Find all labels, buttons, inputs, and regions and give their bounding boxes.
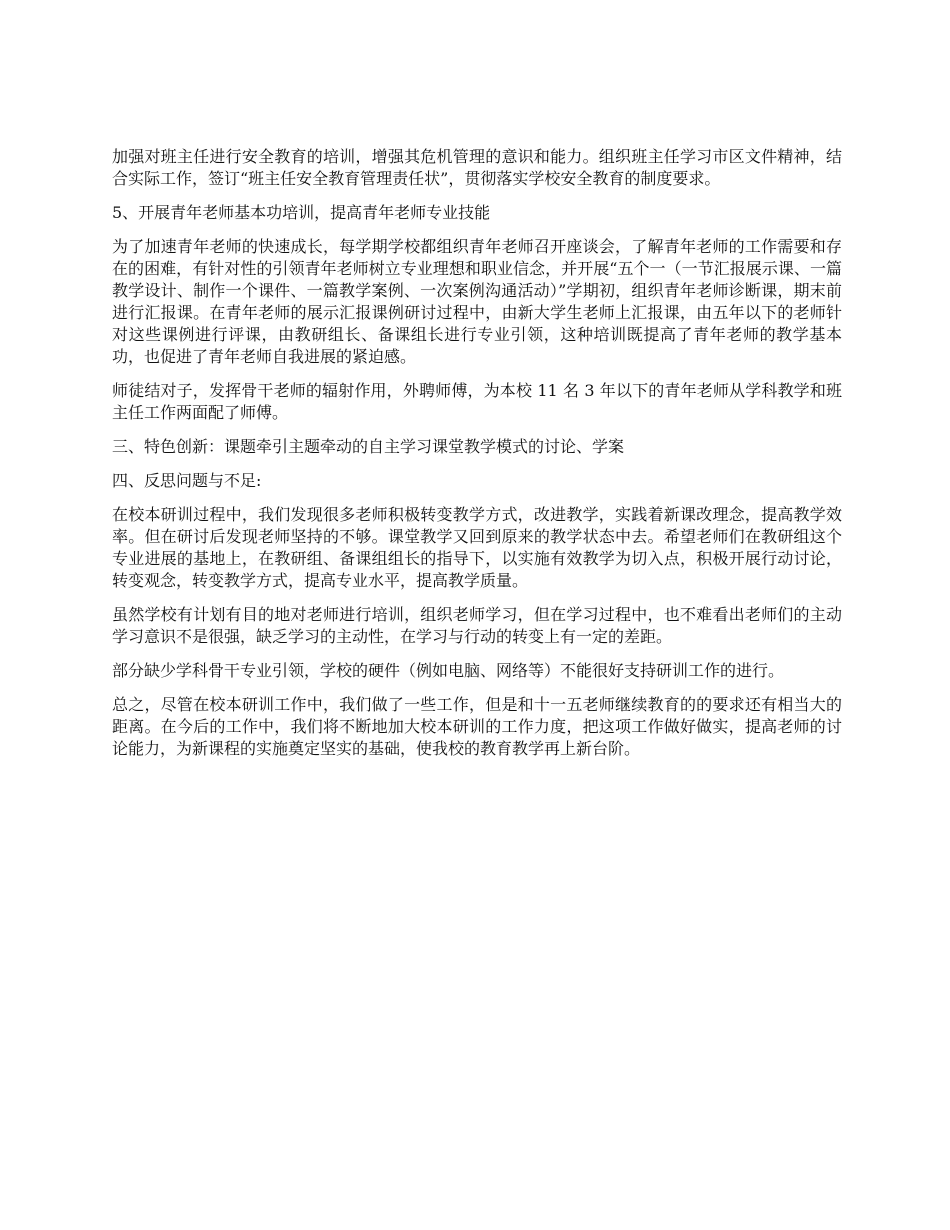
heading-innovation: 三、特色创新：课题牵引主题牵动的自主学习课堂教学模式的讨论、学案 — [112, 437, 625, 456]
paragraph-mentorship: 师徒结对子，发挥骨干老师的辐射作用，外聘师傅，为本校 11 名 3 年以下的青年老师从学科教学和班主任工作两面配了师傅。 — [112, 381, 842, 422]
heading-reflection: 四、反思问题与不足: — [112, 471, 262, 490]
heading-young-teacher-training: 5、开展青年老师基本功培训，提高青年老师专业技能 — [112, 203, 491, 222]
paragraph-reflection-learning: 虽然学校有计划有目的地对老师进行培训，组织老师学习，但在学习过程中，也不难看出老师们的主动学习意识不是很强，缺乏学习的主动性，在学习与行动的转变上有一定的差距。 — [112, 605, 842, 646]
paragraph-conclusion: 总之，尽管在校本研训工作中，我们做了一些工作，但是和十一五老师继续教育的的要求还有相当大的距离。在今后的工作中，我们将不断地加大校本研训的工作力度，把这项工作做好做实，提高老师的讨论能力，为新课程的实施奠定坚实的基础，使我校的教育教学再上新台阶。 — [112, 695, 842, 758]
paragraph-young-teacher-growth: 为了加速青年老师的快速成长，每学期学校都组织青年老师召开座谈会，了解青年老师的工作需要和存在的困难，有针对性的引领青年老师树立专业理想和职业信念，并开展“五个一（一节汇报展示课、一篇教学设计、制作一个课件、一篇教学案例、一次案例沟通活动）”学期初，组织青年老师诊断课，期末前进行汇报课。在青年老师的展示汇报课例研讨过程中，由新大学生老师上汇报课，由五年以下的老师针对这些课例进行评课，由教研组长、备课组长进行专业引领，这种培训既提高了青年老师的教学基本功，也促进了青年老师自我进展的紧迫感。 — [112, 237, 842, 366]
paragraph-safety-training: 加强对班主任进行安全教育的培训，增强其危机管理的意识和能力。组织班主任学习市区文件精神，结合实际工作，签订“班主任安全教育管理责任状”，贯彻落实学校安全教育的制度要求。 — [112, 147, 842, 188]
document-page — [112, 146, 842, 772]
paragraph-reflection-hardware: 部分缺少学科骨干专业引领，学校的硬件（例如电脑、网络等）不能很好支持研训工作的进行。 — [112, 661, 785, 680]
paragraph-reflection-teaching: 在校本研训过程中，我们发现很多老师积极转变教学方式，改进教学，实践着新课改理念，提高教学效率。但在研讨后发现老师坚持的不够。课堂教学又回到原来的教学状态中去。希望老师们在教研组这个专业进展的基地上，在教研组、备课组组长的指导下，以实施有效教学为切入点，积极开展行动讨论，转变观念，转变教学方式，提高专业水平，提高教学质量。 — [112, 505, 842, 590]
